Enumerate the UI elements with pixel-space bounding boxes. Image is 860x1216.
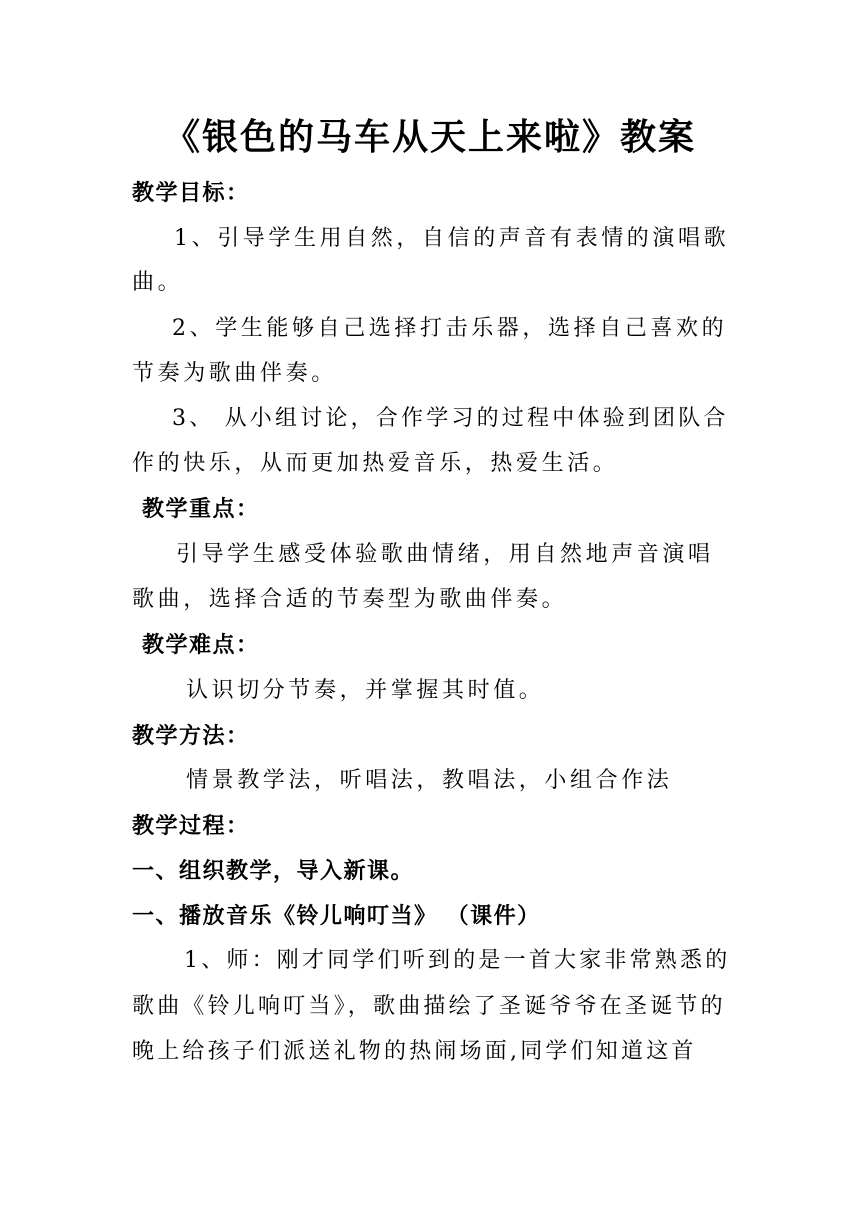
paragraph-line: 3、 从小组讨论，合作学习的过程中体验到团队合 — [172, 406, 729, 431]
paragraph-line: 节奏为歌曲伴奏。 — [132, 361, 337, 386]
paragraph-line: 曲。 — [132, 270, 184, 295]
paragraph-line: 作的快乐，从而更加热爱音乐，热爱生活。 — [132, 451, 619, 476]
heading-key-points: 教学重点： — [142, 496, 260, 522]
paragraph-line: 歌曲，选择合适的节奏型为歌曲伴奏。 — [132, 587, 568, 612]
heading-objectives: 教学目标： — [132, 180, 250, 206]
document-title: 《银色的马车从天上来啦》教案 — [163, 116, 696, 158]
paragraph-line: 1、引导学生用自然，自信的声音有表情的演唱歌 — [174, 226, 730, 251]
heading-difficulties: 教学难点： — [142, 632, 260, 658]
paragraph-line: 晚上给孩子们派送礼物的热闹场面,同学们知道这首 — [132, 1039, 697, 1064]
heading-methods: 教学方法： — [132, 723, 250, 749]
paragraph-line: 引导学生感受体验歌曲情绪，用自然地声音演唱 — [176, 542, 714, 567]
section-heading: 一、组织教学，导入新课。 — [132, 858, 415, 884]
paragraph-line: 认识切分节奏，并掌握其时值。 — [186, 678, 545, 703]
paragraph-line: 1、师：刚才同学们听到的是一首大家非常熟悉的 — [184, 948, 731, 973]
paragraph-line: 情景教学法，听唱法，教唱法，小组合作法 — [186, 768, 673, 793]
paragraph-line: 2、学生能够自己选择打击乐器，选择自己喜欢的 — [172, 316, 728, 341]
section-heading: 一、播放音乐《铃儿响叮当》 （课件） — [132, 903, 541, 929]
paragraph-line: 歌曲《铃儿响叮当》，歌曲描绘了圣诞爷爷在圣诞节的 — [132, 994, 726, 1019]
heading-process: 教学过程： — [132, 813, 250, 839]
